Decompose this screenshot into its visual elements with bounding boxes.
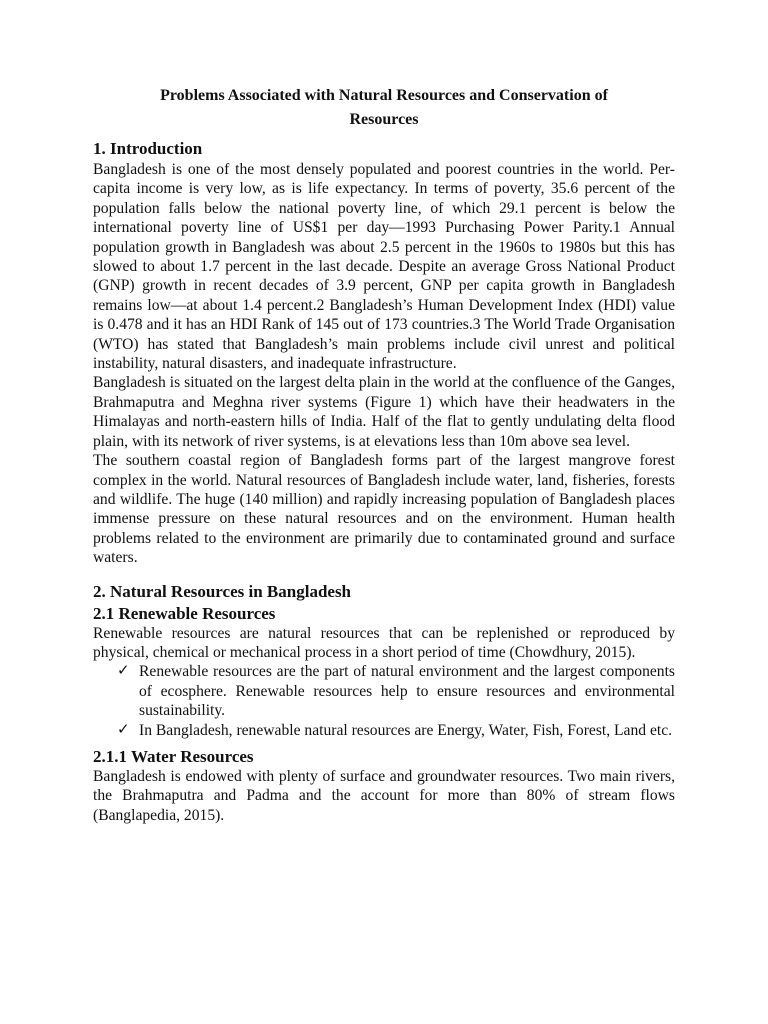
- water-resources-paragraph: Bangladesh is endowed with plenty of surface and groundwater resources. Two main rivers, the Brahmaputra and Padma and the account for more than 80% of stream flows (Banglapedia, 2015).: [93, 767, 675, 824]
- renewable-resources-paragraph: Renewable resources are natural resources that can be replenished or reproduced by physical, chemical or mechanical process in a short period of time (Chowdhury, 2015).: [93, 624, 675, 661]
- title-line-1: Problems Associated with Natural Resources and Conservation of: [160, 87, 608, 104]
- title-line-2: Resources: [349, 111, 419, 128]
- renewable-resources-heading: 2.1 Renewable Resources: [93, 603, 276, 623]
- checkmark-icon: ✓: [117, 663, 130, 680]
- list-item: [117, 662, 675, 720]
- renewable-resources-list: [93, 662, 675, 740]
- introduction-heading: 1. Introduction: [93, 139, 203, 158]
- introduction-paragraph-2: Bangladesh is situated on the largest delta plain in the world at the confluence of the Ganges, Brahmaputra and Meghna river systems (Figure 1) which have their headwaters in the Himalayas and north-eastern hills of India. Half of the flat to gently undulating delta flood plain, with its network of river systems, is at elevations less than 10m above sea level.: [93, 374, 675, 450]
- list-item-text: Renewable resources are the part of natural environment and the largest components of ecosphere. Renewable resources help to ensure resources and environmental sustainability.: [139, 663, 675, 720]
- document-title: [93, 84, 675, 132]
- document-page: [93, 84, 675, 825]
- natural-resources-heading: 2. Natural Resources in Bangladesh: [93, 581, 352, 601]
- checkmark-icon: ✓: [117, 721, 130, 738]
- list-item: [117, 721, 675, 740]
- list-item-text: In Bangladesh, renewable natural resources are Energy, Water, Fish, Forest, Land etc.: [139, 721, 673, 739]
- introduction-paragraph-3: The southern coastal region of Bangladesh forms part of the largest mangrove forest complex in the world. Natural resources of Bangladesh include water, land, fisheries, forests and wildlife. The huge (140 million) and rapidly increasing population of Bangladesh places immense pressure on these natural resources and on the environment. Human health problems related to the environment are primarily due to contaminated ground and surface waters.: [93, 452, 675, 567]
- introduction-paragraph-1: Bangladesh is one of the most densely populated and poorest countries in the world. Per-capita income is very low, as is life expectancy. In terms of poverty, 35.6 percent of the population falls below the national poverty line, of which 29.1 percent is below the international poverty line of US$1 per day—1993 Purchasing Power Parity.1 Annual population growth in Bangladesh was about 2.5 percent in the 1960s to 1980s but this has slowed to about 1.7 percent in the last decade. Despite an average Gross National Product (GNP) growth in recent decades of 3.9 percent, GNP per capita growth in Bangladesh remains low—at about 1.4 percent.2 Bangladesh’s Human Development Index (HDI) value is 0.478 and it has an HDI Rank of 145 out of 173 countries.3 The World Trade Organisation (WTO) has stated that Bangladesh’s main problems include civil unrest and political instability, natural disasters, and inadequate infrastructure.: [93, 161, 675, 373]
- water-resources-heading: 2.1.1 Water Resources: [93, 746, 254, 766]
